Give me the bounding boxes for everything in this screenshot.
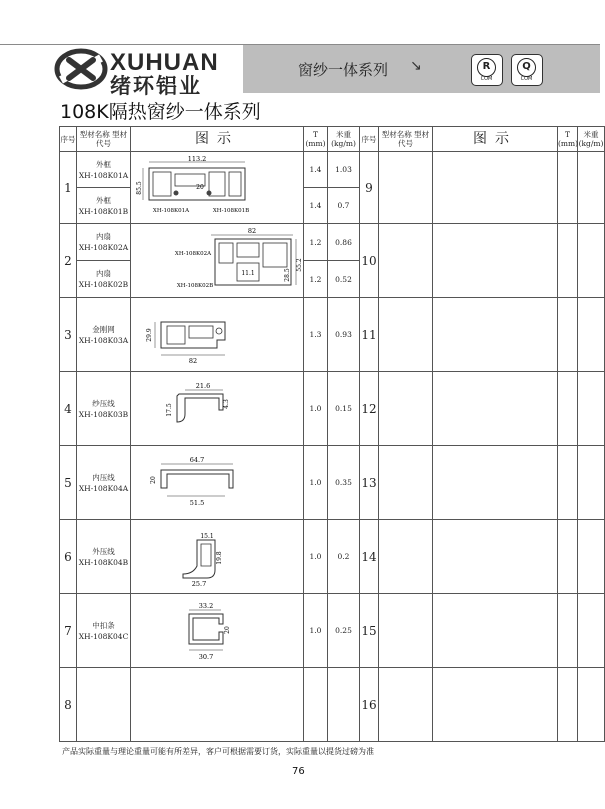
profile-name-cell [77, 188, 131, 224]
empty-cell [433, 372, 558, 446]
empty-cell [578, 594, 605, 668]
thickness-value: 1.0 [304, 594, 328, 668]
dim-label: 11.1 [241, 269, 255, 277]
empty-cell [558, 520, 578, 594]
empty-cell [558, 372, 578, 446]
profile-table [59, 126, 605, 742]
empty-cell [433, 594, 558, 668]
row-seq: 3 [60, 298, 77, 372]
code-label: XH-108K02A [174, 250, 212, 257]
row-seq-right: 9 [360, 152, 379, 224]
profile-name-cell [77, 224, 131, 261]
empty-cell [379, 224, 433, 298]
empty-cell [328, 668, 360, 742]
empty-cell [77, 668, 131, 742]
table-header-row [60, 127, 605, 152]
empty-cell [379, 372, 433, 446]
thickness-value: 1.2 [304, 261, 328, 298]
empty-cell [578, 224, 605, 298]
table-row [60, 520, 605, 594]
dim-label: 17.5 [166, 402, 173, 417]
code-label: XH-108K01B [212, 207, 250, 214]
empty-cell [433, 298, 558, 372]
table-row [60, 224, 605, 261]
weight-value: 0.93 [328, 298, 360, 372]
col-thickness-right: T (mm) [558, 127, 578, 152]
thickness-value: 1.2 [304, 224, 328, 261]
profile-name-cell [77, 298, 131, 372]
profile-name-cell [77, 594, 131, 668]
col-thickness: T (mm) [304, 127, 328, 152]
dim-label: 28.5 [284, 267, 291, 282]
col-figure-right: 图示 [433, 127, 558, 152]
empty-cell [379, 668, 433, 742]
row-seq: 6 [60, 520, 77, 594]
arrow-icon: ↘ [410, 58, 422, 74]
table-row [60, 594, 605, 668]
profile-code: XH-108K03B [78, 409, 129, 419]
empty-cell [304, 668, 328, 742]
profile-name-cell [77, 520, 131, 594]
profile-code: XH-108K01A [78, 170, 129, 180]
code-label: XH-108K01A [152, 207, 190, 214]
profile-name-cell [77, 372, 131, 446]
profile-code: XH-108K02A [78, 243, 129, 252]
profile-name-cell [77, 152, 131, 188]
profile-04-drawing [131, 374, 304, 444]
col-name-right: 型材名称 型材代号 [379, 127, 433, 152]
dim-label: 20 [150, 475, 157, 484]
empty-cell [379, 152, 433, 224]
cert-badge-q [511, 54, 543, 86]
cert-q-icon: Q [517, 58, 536, 77]
empty-cell [433, 668, 558, 742]
profile-code: XH-108K04A [78, 483, 129, 493]
cert-r-sub: COM [480, 76, 493, 82]
dim-label: 21.6 [195, 381, 211, 390]
thickness-value: 1.0 [304, 372, 328, 446]
profile-name: 内扇 [96, 269, 111, 278]
weight-value: 0.86 [328, 224, 360, 261]
profile-name: 内扇 [96, 232, 111, 241]
profile-name-cell [77, 261, 131, 298]
profile-drawing [131, 372, 304, 446]
weight-value: 0.2 [328, 520, 360, 594]
table-row [60, 152, 605, 188]
thickness-value: 1.4 [304, 188, 328, 224]
series-tag: 窗纱一体系列 [298, 61, 389, 79]
empty-cell [379, 594, 433, 668]
empty-cell [379, 446, 433, 520]
col-weight: 米重 (kg/m) [328, 127, 360, 152]
dim-label: 82 [247, 226, 257, 235]
dim-label: 4.3 [223, 398, 230, 409]
empty-cell [558, 668, 578, 742]
dim-label: 55.2 [296, 257, 303, 272]
row-seq-right: 10 [360, 224, 379, 298]
profile-drawing [131, 446, 304, 520]
col-name: 型材名称 型材代号 [77, 127, 131, 152]
row-seq-right: 11 [360, 298, 379, 372]
dim-label: 20 [224, 625, 231, 634]
table-row [60, 298, 605, 372]
empty-cell [433, 224, 558, 298]
row-seq: 8 [60, 668, 77, 742]
empty-cell [558, 594, 578, 668]
profile-name: 外框 [96, 159, 111, 169]
profile-name: 纱压线 [92, 398, 115, 408]
profile-drawing [131, 298, 304, 372]
dim-label: 85.5 [136, 180, 143, 195]
table-row [60, 372, 605, 446]
footer-note: 产品实际重量与理论重量可能有所差异，客户可根据需要订货，实际重量以提货过磅为准 [62, 747, 374, 756]
thickness-value: 1.3 [304, 298, 328, 372]
empty-cell [379, 298, 433, 372]
empty-cell [578, 668, 605, 742]
row-seq: 1 [60, 152, 77, 224]
row-seq: 5 [60, 446, 77, 520]
xuhuan-logo-icon [55, 48, 107, 90]
row-seq: 2 [60, 224, 77, 298]
profile-name-cell [77, 446, 131, 520]
row-seq-right: 12 [360, 372, 379, 446]
page-header [0, 0, 600, 98]
col-seq: 序号 [60, 127, 77, 152]
profile-06-drawing [131, 522, 304, 592]
profile-drawing [131, 520, 304, 594]
table-row [60, 446, 605, 520]
thickness-value: 1.0 [304, 446, 328, 520]
dim-label: 30.7 [198, 652, 214, 661]
empty-cell [433, 520, 558, 594]
brand-chinese: 绪环铝业 [110, 74, 202, 98]
weight-value: 0.25 [328, 594, 360, 668]
row-seq-right: 16 [360, 668, 379, 742]
profile-name: 外压线 [92, 546, 115, 556]
profile-code: XH-108K04C [78, 631, 129, 641]
row-seq-right: 15 [360, 594, 379, 668]
row-seq-right: 14 [360, 520, 379, 594]
profile-code: XH-108K01B [78, 206, 129, 216]
dim-label: 15.1 [200, 532, 214, 540]
empty-cell [558, 298, 578, 372]
dim-label: 29.9 [146, 327, 153, 342]
empty-cell [578, 520, 605, 594]
profile-code: XH-108K02B [78, 280, 129, 289]
empty-cell [578, 298, 605, 372]
dim-label: 51.5 [189, 498, 205, 507]
empty-cell [433, 152, 558, 224]
cert-q-sub: COM [520, 76, 533, 82]
empty-cell [558, 446, 578, 520]
profile-01-drawing [131, 154, 304, 222]
profile-name: 中扣条 [92, 620, 115, 630]
profile-code: XH-108K04B [78, 557, 129, 567]
col-figure: 图示 [131, 127, 304, 152]
dim-label: 20 [196, 183, 204, 191]
profile-name: 金刚网 [92, 324, 115, 334]
profile-drawing [131, 224, 304, 298]
row-seq-right: 13 [360, 446, 379, 520]
brand-english: XUHUAN [110, 49, 219, 76]
empty-cell [379, 520, 433, 594]
profile-name: 内压线 [92, 472, 115, 482]
empty-cell [558, 224, 578, 298]
profile-05-drawing [131, 448, 304, 518]
profile-02-drawing [131, 225, 304, 297]
weight-value: 1.03 [328, 152, 360, 188]
weight-value: 0.35 [328, 446, 360, 520]
empty-cell [578, 152, 605, 224]
thickness-value: 1.0 [304, 520, 328, 594]
row-seq: 7 [60, 594, 77, 668]
empty-cell [578, 372, 605, 446]
page-number: 76 [292, 766, 305, 777]
page-title: 108K隔热窗纱一体系列 [60, 101, 261, 123]
dim-label: 82 [188, 356, 198, 365]
code-label: XH-108K02B [176, 282, 214, 289]
empty-cell [558, 152, 578, 224]
col-weight-right: 米重 (kg/m) [578, 127, 605, 152]
col-seq-right: 序号 [360, 127, 379, 152]
dim-label: 33.2 [198, 601, 214, 610]
dim-label: 113.2 [187, 154, 207, 163]
dim-label: 64.7 [189, 455, 205, 464]
weight-value: 0.15 [328, 372, 360, 446]
table-row [60, 668, 605, 742]
dim-label: 19.8 [216, 550, 223, 565]
profile-name: 外框 [96, 195, 111, 205]
cert-badge-r [471, 54, 503, 86]
profile-drawing [131, 152, 304, 224]
empty-cell [433, 446, 558, 520]
dim-label: 25.7 [191, 579, 207, 588]
cert-r-icon: R [477, 58, 496, 77]
empty-cell [578, 446, 605, 520]
profile-code: XH-108K03A [78, 335, 129, 345]
profile-03-drawing [131, 300, 304, 370]
weight-value: 0.52 [328, 261, 360, 298]
weight-value: 0.7 [328, 188, 360, 224]
profile-07-drawing [131, 596, 304, 666]
thickness-value: 1.4 [304, 152, 328, 188]
empty-cell [131, 668, 304, 742]
profile-drawing [131, 594, 304, 668]
row-seq: 4 [60, 372, 77, 446]
